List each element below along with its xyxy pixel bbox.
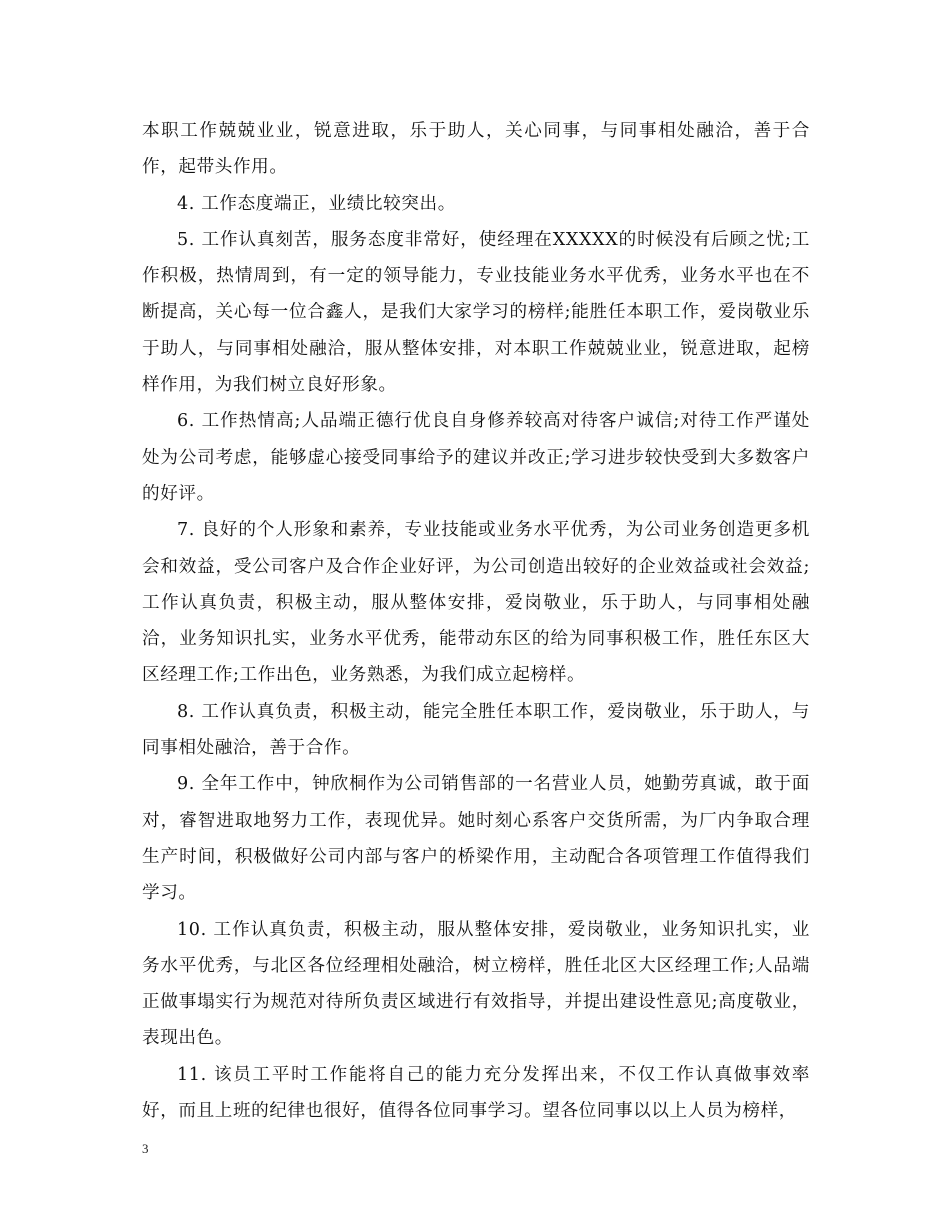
paragraph-item-8: 8. 工作认真负责，积极主动，能完全胜任本职工作，爱岗敬业，乐于助人，与同事相处融洽，善于合作。: [142, 701, 810, 759]
paragraph-item-11: 11. 该员工平时工作能将自己的能力充分发挥出来，不仅工作认真做事效率好，而且上班的纪律也很好，值得各位同事学习。望各位同事以以上人员为榜样，: [142, 1064, 810, 1122]
paragraph-item-5: 5. 工作认真刻苦，服务态度非常好，使经理在XXXXX的时候没有后顾之忧;工作积极，热情周到，有一定的领导能力，专业技能业务水平优秀，业务水平也在不断提高，关心每一位合鑫人，是我们大家学习的榜样;能胜任本职工作，爱岗敬业乐于助人，与同事相处融洽，服从整体安排，对本职工作兢兢业业，锐意进取，起榜样作用，为我们树立良好形象。: [142, 229, 810, 396]
document-body: [142, 113, 810, 1129]
paragraph-item-4: 4. 工作态度端正，业绩比较突出。: [177, 193, 456, 214]
paragraph-item-6: 6. 工作热情高;人品端正德行优良自身修养较高对待客户诚信;对待工作严谨处处为公司考虑，能够虚心接受同事给予的建议并改正;学习进步较快受到大多数客户的好评。: [142, 411, 810, 504]
paragraph-item-10: 10. 工作认真负责，积极主动，服从整体安排，爱岗敬业，业务知识扎实，业务水平优秀，与北区各位经理相处融洽，树立榜样，胜任北区大区经理工作;人品端正做事塌实行为规范对待所负责区域进行有效指导，并提出建设性意见;高度敬业，表现出色。: [142, 919, 810, 1049]
paragraph-item-7: 7. 良好的个人形象和素养，专业技能或业务水平优秀，为公司业务创造更多机会和效益，受公司客户及合作企业好评，为公司创造出较好的企业效益或社会效益;工作认真负责，积极主动，服从整体安排，爱岗敬业，乐于助人，与同事相处融洽，业务知识扎实，业务水平优秀，能带动东区的给为同事积极工作，胜任东区大区经理工作;工作出色，业务熟悉，为我们成立起榜样。: [142, 520, 810, 686]
paragraph-continuation: 本职工作兢兢业业，锐意进取，乐于助人，关心同事，与同事相处融洽，善于合作，起带头作用。: [142, 121, 810, 178]
paragraph-item-9: 9. 全年工作中，钟欣桐作为公司销售部的一名营业人员，她勤劳真诚，敢于面对，睿智进取地努力工作，表现优异。她时刻心系客户交货所需，为厂内争取合理生产时间，积极做好公司内部与客户的桥梁作用，主动配合各项管理工作值得我们学习。: [142, 774, 810, 904]
page-number: 3: [142, 1141, 149, 1156]
